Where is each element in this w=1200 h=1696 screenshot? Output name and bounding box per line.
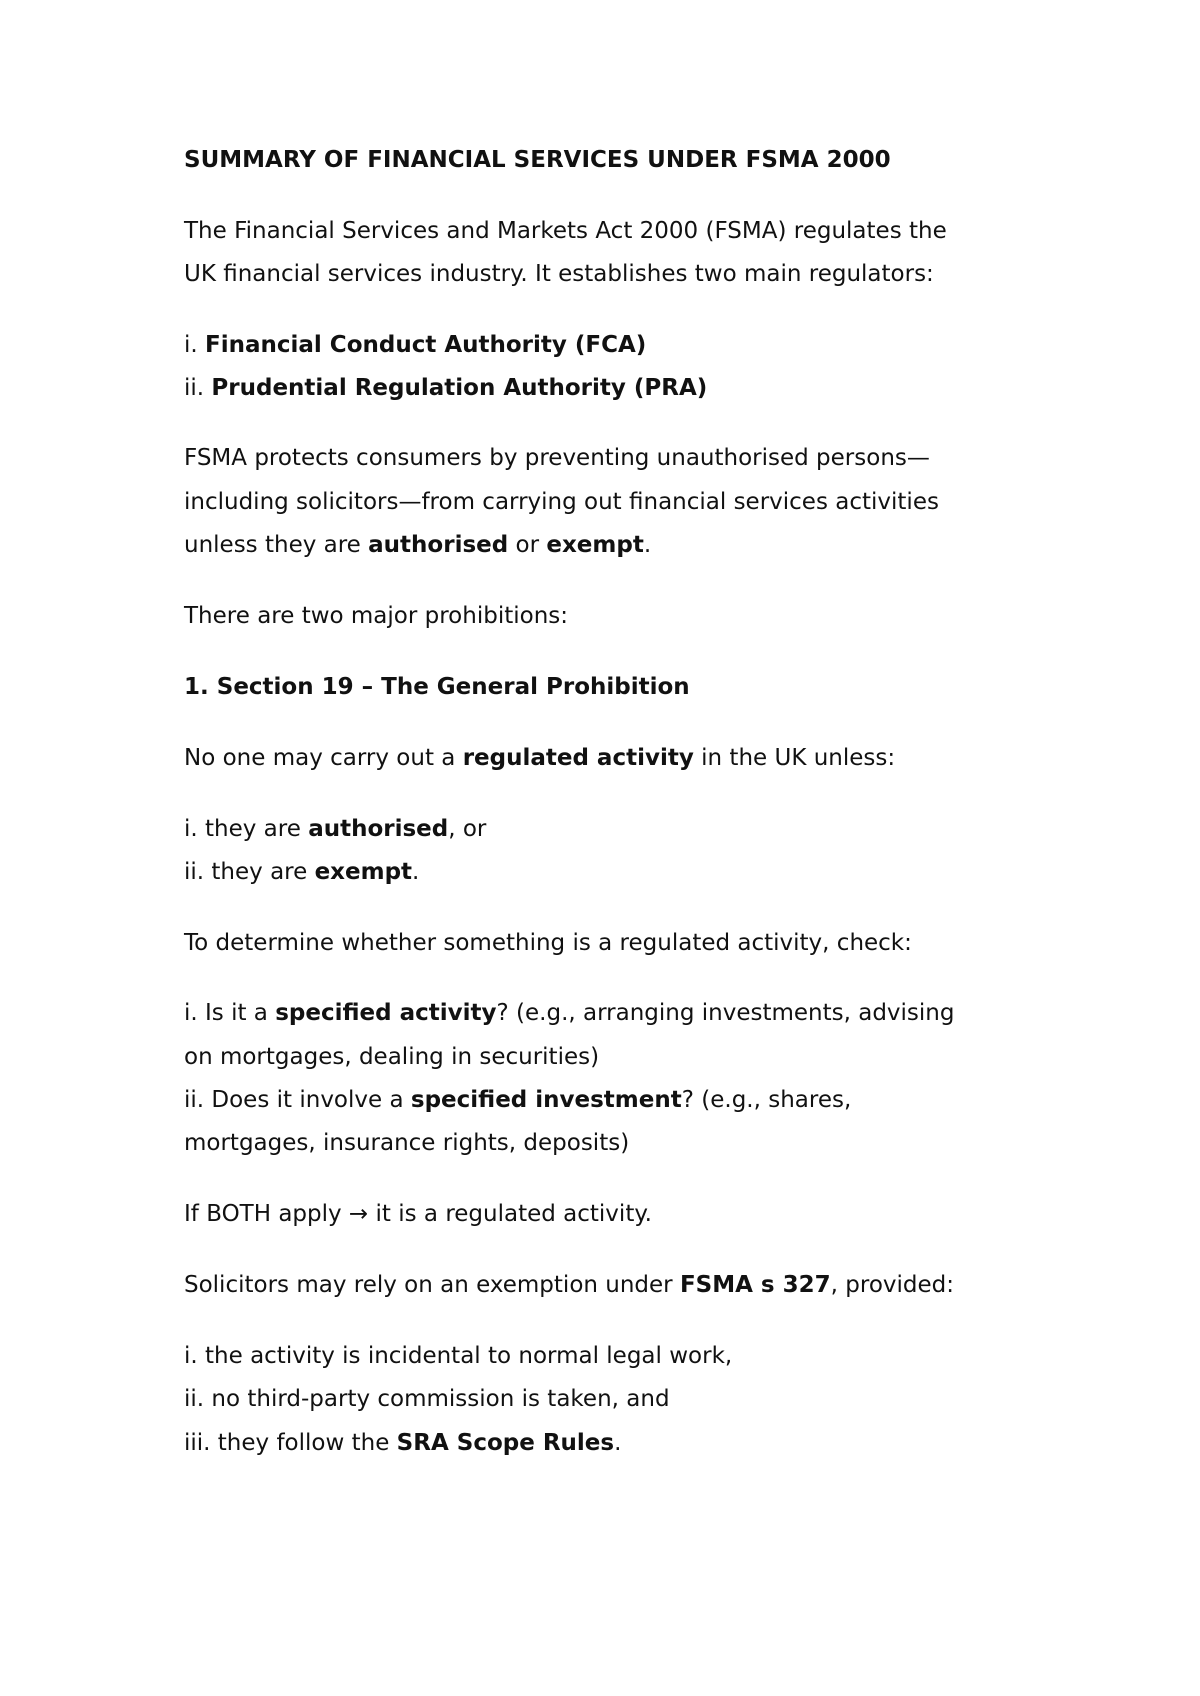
document-title: SUMMARY OF FINANCIAL SERVICES UNDER FSMA 2000 bbox=[184, 147, 891, 173]
regulator-name: Prudential Regulation Authority (PRA) bbox=[211, 375, 708, 401]
exemption-text: . bbox=[614, 1430, 622, 1456]
protection-line-3 bbox=[184, 530, 651, 560]
check-text: ii. Does it involve a bbox=[184, 1087, 411, 1113]
specified-activity-term: specified activity bbox=[275, 1000, 497, 1026]
exemption-intro bbox=[184, 1270, 954, 1300]
fsma-s327-term: FSMA s 327 bbox=[679, 1272, 831, 1298]
prohibitions-intro: There are two major prohibitions: bbox=[184, 603, 569, 629]
intro-line-1: The Financial Services and Markets Act 2000 (FSMA) regulates the bbox=[184, 218, 947, 244]
exempt-term: exempt bbox=[546, 532, 644, 558]
regulator-item-pra bbox=[184, 373, 707, 403]
protection-line-2: including solicitors—from carrying out financial services activities bbox=[184, 489, 939, 515]
both-apply-statement: If BOTH apply → it is a regulated activity. bbox=[184, 1201, 652, 1227]
condition-exempt bbox=[184, 857, 419, 887]
protection-text: or bbox=[508, 532, 547, 558]
protection-text: unless they are bbox=[184, 532, 369, 558]
regulator-item-fca bbox=[184, 330, 646, 360]
intro-line-2: UK financial services industry. It establishes two main regulators: bbox=[184, 261, 934, 287]
sra-scope-rules-term: SRA Scope Rules bbox=[396, 1430, 615, 1456]
condition-authorised bbox=[184, 814, 486, 844]
regulated-activity-term: regulated activity bbox=[462, 745, 694, 771]
rule-text: in the UK unless: bbox=[693, 745, 896, 771]
exemption-condition-3 bbox=[184, 1428, 621, 1458]
exemption-text: iii. they follow the bbox=[184, 1430, 397, 1456]
regulator-number: ii. bbox=[184, 375, 212, 401]
condition-text: ii. they are bbox=[184, 859, 315, 885]
section-19-heading: 1. Section 19 – The General Prohibition bbox=[184, 674, 690, 700]
regulator-name: Financial Conduct Authority (FCA) bbox=[205, 332, 647, 358]
exemption-condition-1: i. the activity is incidental to normal legal work, bbox=[184, 1343, 733, 1369]
specified-investment-term: specified investment bbox=[410, 1087, 682, 1113]
check-text: ? (e.g., shares, bbox=[681, 1087, 852, 1113]
exemption-condition-2: ii. no third-party commission is taken, and bbox=[184, 1386, 670, 1412]
protection-text: . bbox=[643, 532, 652, 558]
condition-text: , or bbox=[448, 816, 487, 842]
check-text: i. Is it a bbox=[184, 1000, 276, 1026]
authorised-term: authorised bbox=[368, 532, 509, 558]
condition-text: . bbox=[412, 859, 420, 885]
check-text: ? (e.g., arranging investments, advising bbox=[496, 1000, 955, 1026]
protection-line-1: FSMA protects consumers by preventing unauthorised persons— bbox=[184, 445, 930, 471]
check-item-1-continued: on mortgages, dealing in securities) bbox=[184, 1044, 600, 1070]
section-19-rule bbox=[184, 743, 895, 773]
condition-term: exempt bbox=[314, 859, 413, 885]
exemption-text: , provided: bbox=[830, 1272, 954, 1298]
check-intro: To determine whether something is a regulated activity, check: bbox=[184, 930, 912, 956]
condition-text: i. they are bbox=[184, 816, 309, 842]
check-item-2-continued: mortgages, insurance rights, deposits) bbox=[184, 1130, 630, 1156]
regulator-number: i. bbox=[184, 332, 206, 358]
exemption-text: Solicitors may rely on an exemption under bbox=[184, 1272, 680, 1298]
rule-text: No one may carry out a bbox=[184, 745, 463, 771]
check-item-2 bbox=[184, 1085, 851, 1115]
check-item-1 bbox=[184, 998, 954, 1028]
condition-term: authorised bbox=[308, 816, 449, 842]
